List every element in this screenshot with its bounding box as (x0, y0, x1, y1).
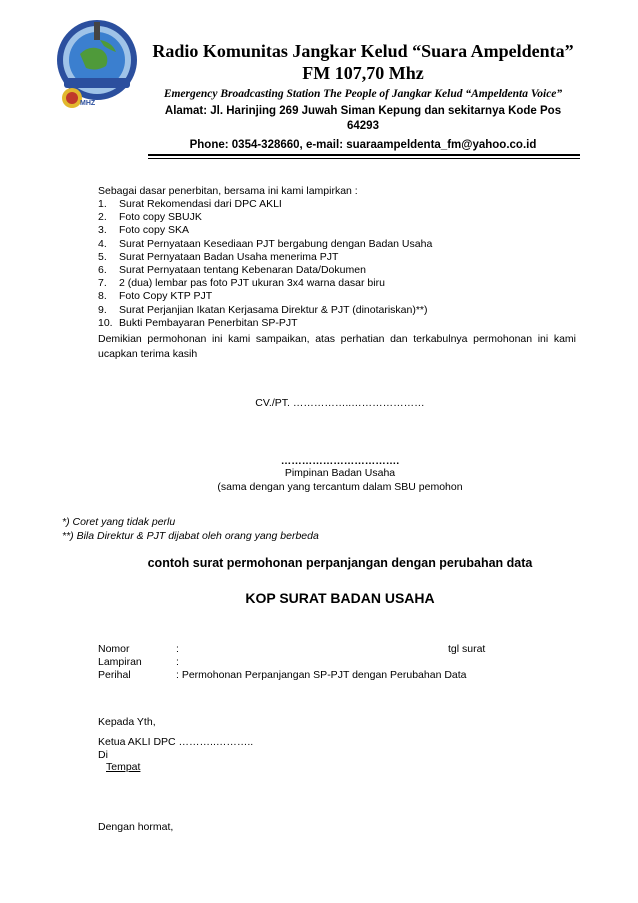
closing-paragraph: Demikian permohonan ini kami sampaikan, atas perhatian dan terkabulnya permohonan ini kami ucapkan terima kasih (98, 333, 576, 360)
nomor-label: Nomor (98, 643, 130, 655)
attachments-intro: Sebagai dasar penerbitan, bersama ini kami lampirkan : (98, 185, 358, 197)
kepada-yth: Kepada Yth, (98, 716, 156, 728)
list-item: 3. Foto copy SKA (98, 224, 190, 237)
list-item: 1. Surat Rekomendasi dari DPC AKLI (98, 198, 282, 210)
letterhead-frequency: FM 107,70 Mhz (302, 63, 424, 83)
list-item: 6. Surat Pernyataan tentang Kebenaran Data/Dokumen (98, 263, 366, 276)
perihal-value: : Permohonan Perpanjangan SP-PJT dengan Perubahan Data (176, 669, 467, 681)
radio-station-logo (50, 16, 144, 110)
signature-name: Pimpinan Badan Usaha (284, 467, 396, 479)
letterhead-rule-thick (148, 154, 580, 156)
dengan-hormat: Dengan hormat, (98, 821, 174, 833)
tempat-label: Tempat (106, 761, 141, 773)
footnote-1: *) Coret yang tidak perlu (62, 516, 176, 528)
list-item: 5. Surat Pernyataan Badan Usaha menerima PJT (98, 250, 339, 263)
company-placeholder: CV./PT. ……………..………………… (255, 397, 425, 409)
tgl-surat: tgl surat (448, 643, 486, 655)
nomor-value: : (176, 643, 179, 655)
footnote-2: **) Bila Direktur & PJT dijabat oleh orang yang berbeda (62, 530, 319, 542)
list-item: 7. 2 (dua) lembar pas foto PJT ukuran 3x4 warna dasar biru (98, 277, 385, 290)
lampiran-label: Lampiran (98, 656, 142, 668)
letterhead-postal-code: 64293 (347, 120, 379, 132)
di-label: Di (98, 749, 108, 761)
logo-text: MHZ (80, 100, 96, 107)
letterhead-contact: Phone: 0354-328660, e-mail: suaraampeldenta_fm@yahoo.co.id (189, 139, 537, 151)
letterhead-subtitle: Emergency Broadcasting Station The People of Jangkar Kelud “Ampeldenta Voice” (163, 88, 563, 100)
example-caption: contoh surat permohonan perpanjangan dengan perubahan data (147, 556, 533, 570)
list-item: 2. Foto copy SBUJK (98, 211, 202, 224)
list-item: 10. Bukti Pembayaran Penerbitan SP-PJT (98, 316, 298, 329)
list-item: 9. Surat Perjanjian Ikatan Kerjasama Direktur & PJT (dinotariskan)**) (98, 303, 428, 316)
signature-line: ……………………………. (280, 455, 400, 467)
letterhead-rule-thin (148, 158, 580, 159)
ketua-akli: Ketua AKLI DPC ………..……….. (98, 736, 254, 748)
kop-heading: KOP SURAT BADAN USAHA (245, 590, 435, 606)
signature-note: (sama dengan yang tercantum dalam SBU pemohon (217, 481, 463, 493)
list-item: 8. Foto Copy KTP PJT (98, 290, 213, 303)
attachments-list (98, 198, 432, 330)
letterhead-address: Alamat: Jl. Harinjing 269 Juwah Siman Kepung dan sekitarnya Kode Pos (164, 105, 562, 117)
perihal-label: Perihal (98, 669, 131, 681)
lampiran-value: : (176, 656, 179, 668)
list-item: 4. Surat Pernyataan Kesediaan PJT bergabung dengan Badan Usaha (98, 237, 433, 250)
letterhead-title: Radio Komunitas Jangkar Kelud “Suara Ampeldenta” (152, 41, 574, 61)
radio-station-globe-logo-icon (50, 16, 144, 110)
